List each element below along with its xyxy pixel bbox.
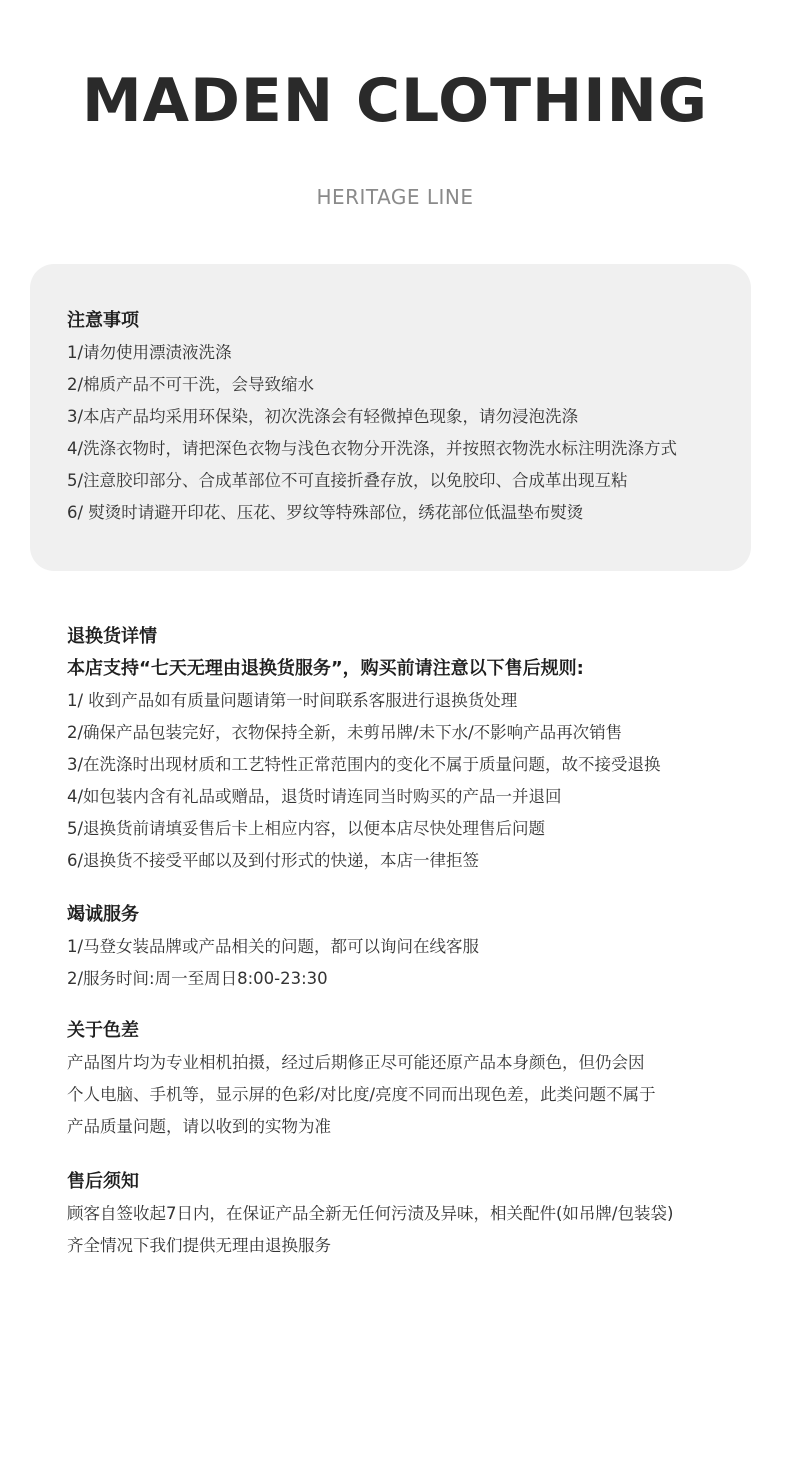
service-section: [67, 899, 747, 995]
color-diff-section: [67, 1015, 747, 1143]
returns-heading: 退换货详情: [67, 626, 157, 647]
care-note-item: 3/本店产品均采用环保染，初次洗涤会有轻微掉色现象，请勿浸泡洗涤: [67, 407, 579, 426]
returns-item: 3/在洗涤时出现材质和工艺特性正常范围内的变化不属于质量问题，故不接受退换: [67, 755, 661, 774]
care-notes-heading: 注意事项: [67, 310, 139, 331]
brand-subtitle: HERITAGE LINE: [316, 185, 474, 209]
care-note-item: 6/ 熨烫时请避开印花、压花、罗纹等特殊部位，绣花部位低温垫布熨烫: [67, 503, 584, 522]
returns-policy-intro: 本店支持“七天无理由退换货服务”，购买前请注意以下售后规则:: [67, 658, 584, 679]
color-diff-text-line: 产品质量问题，请以收到的实物为准: [67, 1117, 331, 1136]
service-heading: 竭诚服务: [67, 904, 139, 925]
brand-title: MADEN CLOTHING: [81, 66, 709, 136]
color-diff-text-line: 产品图片均为专业相机拍摄，经过后期修正尽可能还原产品本身颜色，但仍会因: [67, 1053, 645, 1072]
returns-item: 4/如包装内含有礼品或赠品，退货时请连同当时购买的产品一并退回: [67, 787, 562, 806]
after-sales-section: [67, 1166, 747, 1262]
care-note-item: 2/棉质产品不可干洗，会导致缩水: [67, 375, 315, 394]
color-diff-heading: 关于色差: [67, 1020, 139, 1041]
returns-section: [67, 621, 747, 877]
care-note-item: 5/注意胶印部分、合成革部位不可直接折叠存放，以免胶印、合成革出现互粘: [67, 471, 628, 490]
returns-item: 1/ 收到产品如有质量问题请第一时间联系客服进行退换货处理: [67, 691, 518, 710]
service-item: 1/马登女装品牌或产品相关的问题，都可以询问在线客服: [67, 937, 480, 956]
returns-item: 6/退换货不接受平邮以及到付形式的快递，本店一律拒签: [67, 851, 480, 870]
care-note-item: 1/请勿使用漂渍液洗涤: [67, 343, 232, 362]
after-sales-text-line: 顾客自签收起7日内，在保证产品全新无任何污渍及异味，相关配件(如吊牌/包装袋): [67, 1204, 674, 1223]
service-item: 2/服务时间:周一至周日8:00-23:30: [67, 969, 328, 988]
returns-item: 5/退换货前请填妥售后卡上相应内容，以便本店尽快处理售后问题: [67, 819, 546, 838]
after-sales-text-line: 齐全情况下我们提供无理由退换服务: [67, 1236, 331, 1255]
returns-item: 2/确保产品包装完好，衣物保持全新，未剪吊牌/未下水/不影响产品再次销售: [67, 723, 623, 742]
color-diff-text-line: 个人电脑、手机等，显示屏的色彩/对比度/亮度不同而出现色差，此类问题不属于: [67, 1085, 656, 1104]
care-note-item: 4/洗涤衣物时，请把深色衣物与浅色衣物分开洗涤，并按照衣物洗水标注明洗涤方式: [67, 439, 678, 458]
care-notes-section: [67, 305, 747, 529]
after-sales-heading: 售后须知: [67, 1171, 139, 1192]
